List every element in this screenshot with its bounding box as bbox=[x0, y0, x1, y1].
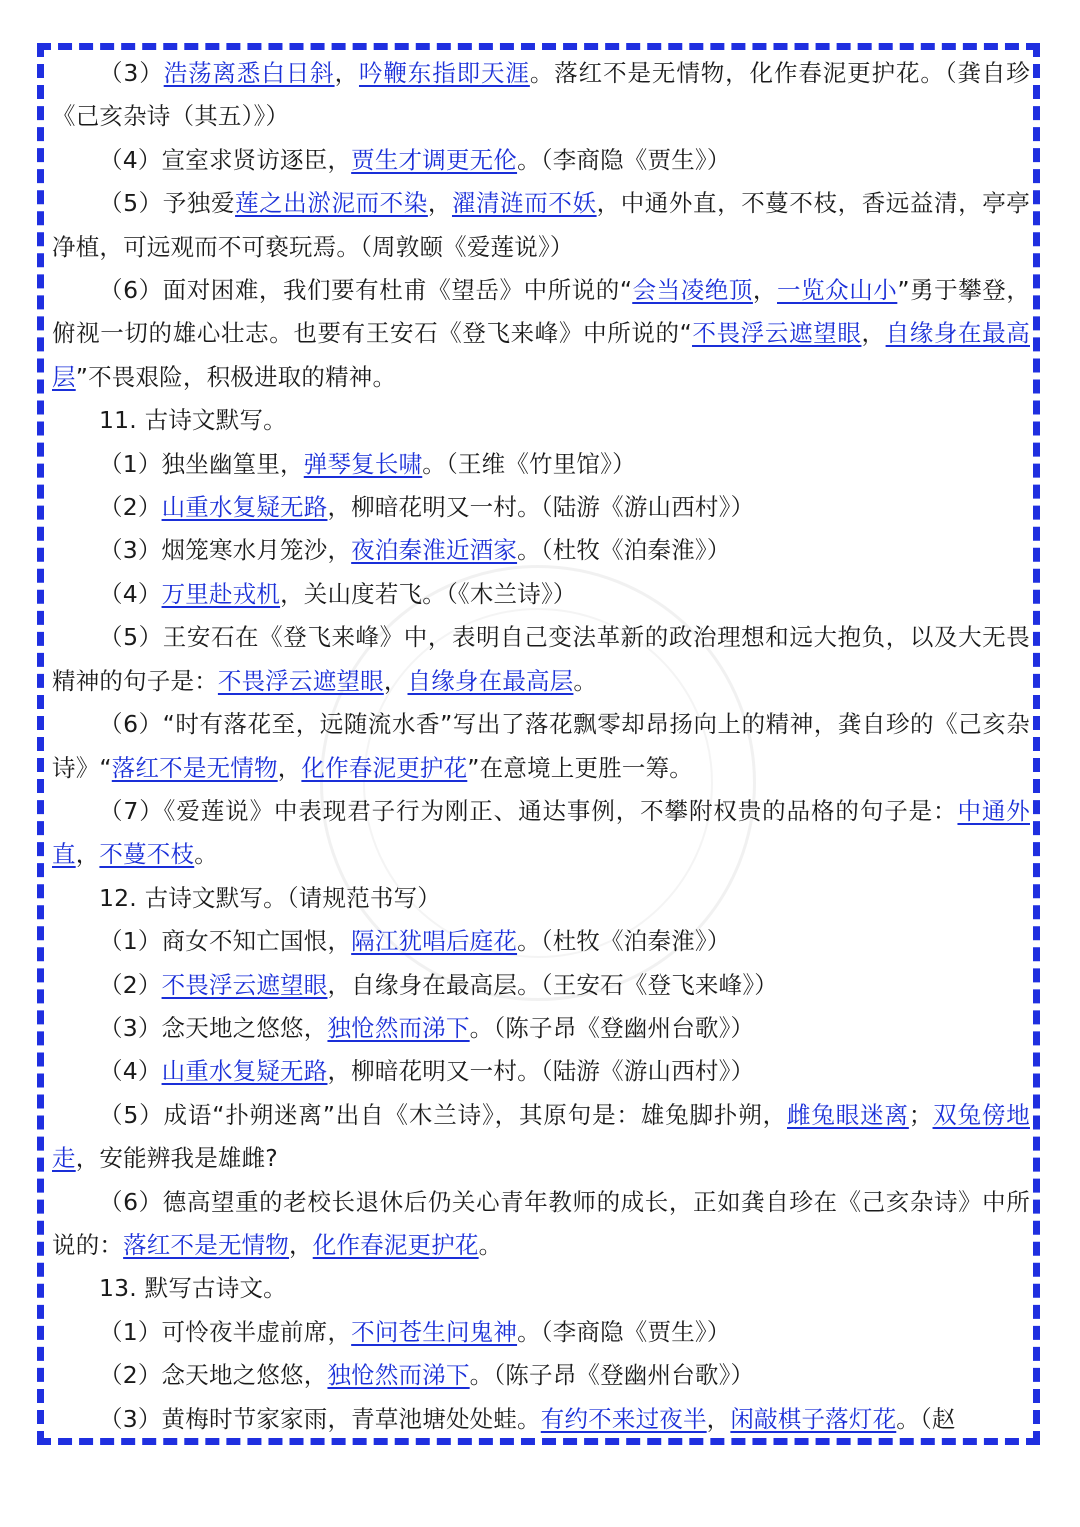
prompt-text: （3）烟笼寒水月笼沙， bbox=[99, 536, 352, 565]
prompt-text: （2） bbox=[99, 493, 162, 522]
answer-blank: 有约不来过夜半 bbox=[540, 1404, 707, 1433]
answer-blank: 不畏浮云遮望眼 bbox=[692, 319, 862, 348]
section-s12 bbox=[52, 877, 1030, 1268]
prompt-text: （3）念天地之悠悠， bbox=[99, 1013, 328, 1042]
prompt-text: ， bbox=[334, 59, 359, 87]
answer-blank: 莲之出淤泥而不染 bbox=[235, 189, 428, 218]
answer-blank: 落红不是无情物 bbox=[123, 1230, 290, 1259]
prompt-text: ， bbox=[706, 1404, 731, 1433]
prompt-text: （6）面对困难，我们要有杜甫《望岳》中所说的“ bbox=[99, 276, 633, 305]
question-heading: 11. 古诗文默写。 bbox=[99, 406, 287, 435]
prompt-text: （2）念天地之悠悠， bbox=[99, 1361, 328, 1390]
prompt-text: ，中通外直，不蔓不枝，香远益清，亭亭净植，可远观而不可亵玩焉。（周敦颐《爱莲说》） bbox=[52, 189, 1031, 261]
answer-line bbox=[52, 529, 1030, 572]
prompt-text: ，自缘身在最高层。（王安石《登飞来峰》） bbox=[327, 970, 778, 999]
answer-line bbox=[52, 443, 1030, 486]
prompt-text: ，安能辨我是雄雌? bbox=[75, 1144, 278, 1173]
prompt-text: ， bbox=[383, 666, 408, 695]
answer-blank: 独怆然而涕下 bbox=[327, 1361, 470, 1390]
answer-blank: 吟鞭东指即天涯 bbox=[358, 59, 530, 87]
answer-line bbox=[52, 920, 1030, 963]
answer-line bbox=[52, 1050, 1030, 1093]
question-heading: 13. 默写古诗文。 bbox=[99, 1274, 287, 1303]
answer-line bbox=[52, 964, 1030, 1007]
answer-line bbox=[52, 790, 1030, 877]
answer-line bbox=[52, 1007, 1030, 1050]
answer-blank: 不蔓不枝 bbox=[99, 840, 195, 869]
answer-line bbox=[52, 703, 1030, 790]
answer-line bbox=[52, 139, 1030, 182]
prompt-text: ，关山度若飞。（《木兰诗》） bbox=[280, 579, 577, 608]
prompt-text: 。（赵 bbox=[896, 1404, 956, 1433]
answer-line bbox=[52, 1398, 1030, 1441]
prompt-text: （7）《爱莲说》中表现君子行为刚正、通达事例，不攀附权贵的品格的句子是： bbox=[99, 796, 958, 825]
prompt-text: （1）独坐幽篁里， bbox=[99, 449, 304, 478]
prompt-text: （6）“时有落花至，远随流水香”写出了落花飘零却昂扬向上的精神，龚自珍的《己亥杂诗》“ bbox=[52, 710, 1030, 782]
answer-line bbox=[52, 573, 1030, 616]
prompt-text: ”在意境上更胜一筹。 bbox=[467, 753, 693, 782]
answer-blank: 万里赴戎机 bbox=[161, 579, 281, 608]
prompt-text: ， bbox=[75, 840, 100, 869]
answer-blank: 双兔傍地走 bbox=[52, 1100, 1030, 1173]
section-s11 bbox=[52, 399, 1030, 876]
answer-blank: 山重水复疑无路 bbox=[161, 1057, 328, 1086]
prompt-text: 。 bbox=[573, 666, 598, 695]
answer-blank: 一览众山小 bbox=[777, 276, 898, 305]
answer-blank: 夜泊秦淮近酒家 bbox=[351, 536, 518, 565]
answer-blank: 濯清涟而不妖 bbox=[451, 189, 597, 218]
prompt-text: 。（王维《竹里馆》） bbox=[422, 449, 636, 478]
answer-line bbox=[52, 616, 1030, 703]
answer-blank: 贾生才调更无伦 bbox=[351, 145, 518, 174]
prompt-text: ，柳暗花明又一村。（陆游《游山西村》） bbox=[327, 1057, 755, 1086]
section-s10 bbox=[52, 52, 1030, 399]
answer-line bbox=[52, 269, 1030, 399]
answer-blank: 独怆然而涕下 bbox=[327, 1013, 470, 1042]
answer-blank: 不问苍生问鬼神 bbox=[351, 1317, 518, 1346]
section-s13 bbox=[52, 1267, 1030, 1441]
prompt-text: （4） bbox=[99, 579, 162, 608]
document-body bbox=[52, 52, 1030, 1441]
prompt-text: ”不畏艰险，积极进取的精神。 bbox=[75, 362, 397, 391]
prompt-text: 。 bbox=[194, 840, 218, 869]
prompt-text: ， bbox=[861, 319, 886, 348]
prompt-text: （1）可怜夜半虚前席， bbox=[99, 1317, 352, 1346]
prompt-text: 。（陈子昂《登幽州台歌》） bbox=[469, 1361, 755, 1390]
prompt-text: ， bbox=[752, 276, 777, 305]
prompt-text: 。（陈子昂《登幽州台歌》） bbox=[469, 1013, 755, 1042]
prompt-text: 。（李商隐《贾生》） bbox=[517, 1317, 731, 1346]
answer-blank: 自缘身在最高层 bbox=[52, 319, 1030, 391]
answer-blank: 闲敲棋子落灯花 bbox=[730, 1404, 897, 1433]
prompt-text: （1）商女不知亡国恨， bbox=[99, 927, 352, 956]
answer-line bbox=[52, 486, 1030, 529]
answer-blank: 山重水复疑无路 bbox=[161, 493, 328, 522]
prompt-text: （4） bbox=[99, 1057, 162, 1086]
answer-blank: 自缘身在最高层 bbox=[407, 666, 574, 695]
prompt-text: （2） bbox=[99, 970, 162, 999]
prompt-text: （3）黄梅时节家家雨，青草池塘处处蛙。 bbox=[99, 1404, 541, 1433]
prompt-text: 。（杜牧《泊秦淮》） bbox=[517, 536, 731, 565]
prompt-text: 。（杜牧《泊秦淮》） bbox=[517, 927, 731, 956]
prompt-text: ， bbox=[427, 189, 452, 218]
answer-blank: 弹琴复长啸 bbox=[303, 449, 423, 478]
answer-blank: 雌兔眼迷离 bbox=[787, 1100, 909, 1129]
answer-line bbox=[52, 52, 1030, 139]
answer-blank: 隔江犹唱后庭花 bbox=[351, 927, 518, 956]
question-heading: 12. 古诗文默写。（请规范书写） bbox=[99, 883, 441, 912]
prompt-text: （3） bbox=[99, 59, 164, 87]
prompt-text: （5）予独爱 bbox=[99, 189, 236, 218]
answer-blank: 化作春泥更护花 bbox=[301, 753, 468, 782]
answer-blank: 落红不是无情物 bbox=[111, 753, 278, 782]
answer-line bbox=[52, 1354, 1030, 1397]
answer-blank: 不畏浮云遮望眼 bbox=[161, 970, 328, 999]
answer-line bbox=[52, 1094, 1030, 1181]
answer-blank: 会当凌绝顶 bbox=[632, 276, 753, 305]
prompt-text: （4）宣室求贤访逐臣， bbox=[99, 145, 352, 174]
prompt-text: ； bbox=[908, 1100, 933, 1129]
prompt-text: ，柳暗花明又一村。（陆游《游山西村》） bbox=[327, 493, 755, 522]
answer-line bbox=[52, 182, 1030, 269]
prompt-text: （5）王安石在《登飞来峰》中，表明自己变法革新的政治理想和远大抱负，以及大无畏精神的句子是： bbox=[52, 623, 1030, 695]
answer-blank: 不畏浮云遮望眼 bbox=[217, 666, 384, 695]
prompt-text: 。落红不是无情物，化作春泥更护花。（龚自珍《己亥杂诗（其五）》） bbox=[52, 59, 1031, 131]
prompt-text: ”勇于攀登，俯视一切的雄心壮志。也要有王安石《登飞来峰》中所说的“ bbox=[52, 276, 1031, 348]
answer-blank: 化作春泥更护花 bbox=[312, 1230, 479, 1259]
prompt-text: ， bbox=[277, 753, 302, 782]
prompt-text: （6）德高望重的老校长退休后仍关心青年教师的成长，正如龚自珍在《己亥杂诗》中所说的： bbox=[52, 1187, 1030, 1259]
prompt-text: （5）成语“扑朔迷离”出自《木兰诗》，其原句是：雄兔脚扑朔， bbox=[99, 1100, 787, 1129]
exercise-sections bbox=[52, 52, 1030, 1441]
answer-line bbox=[52, 1181, 1030, 1268]
answer-blank: 浩荡离悉白日斜 bbox=[163, 59, 335, 87]
answer-blank: 中通外直 bbox=[52, 796, 1030, 869]
prompt-text: 。（李商隐《贾生》） bbox=[517, 145, 731, 174]
answer-line bbox=[52, 1311, 1030, 1354]
prompt-text: ， bbox=[289, 1230, 313, 1259]
prompt-text: 。 bbox=[478, 1230, 503, 1259]
